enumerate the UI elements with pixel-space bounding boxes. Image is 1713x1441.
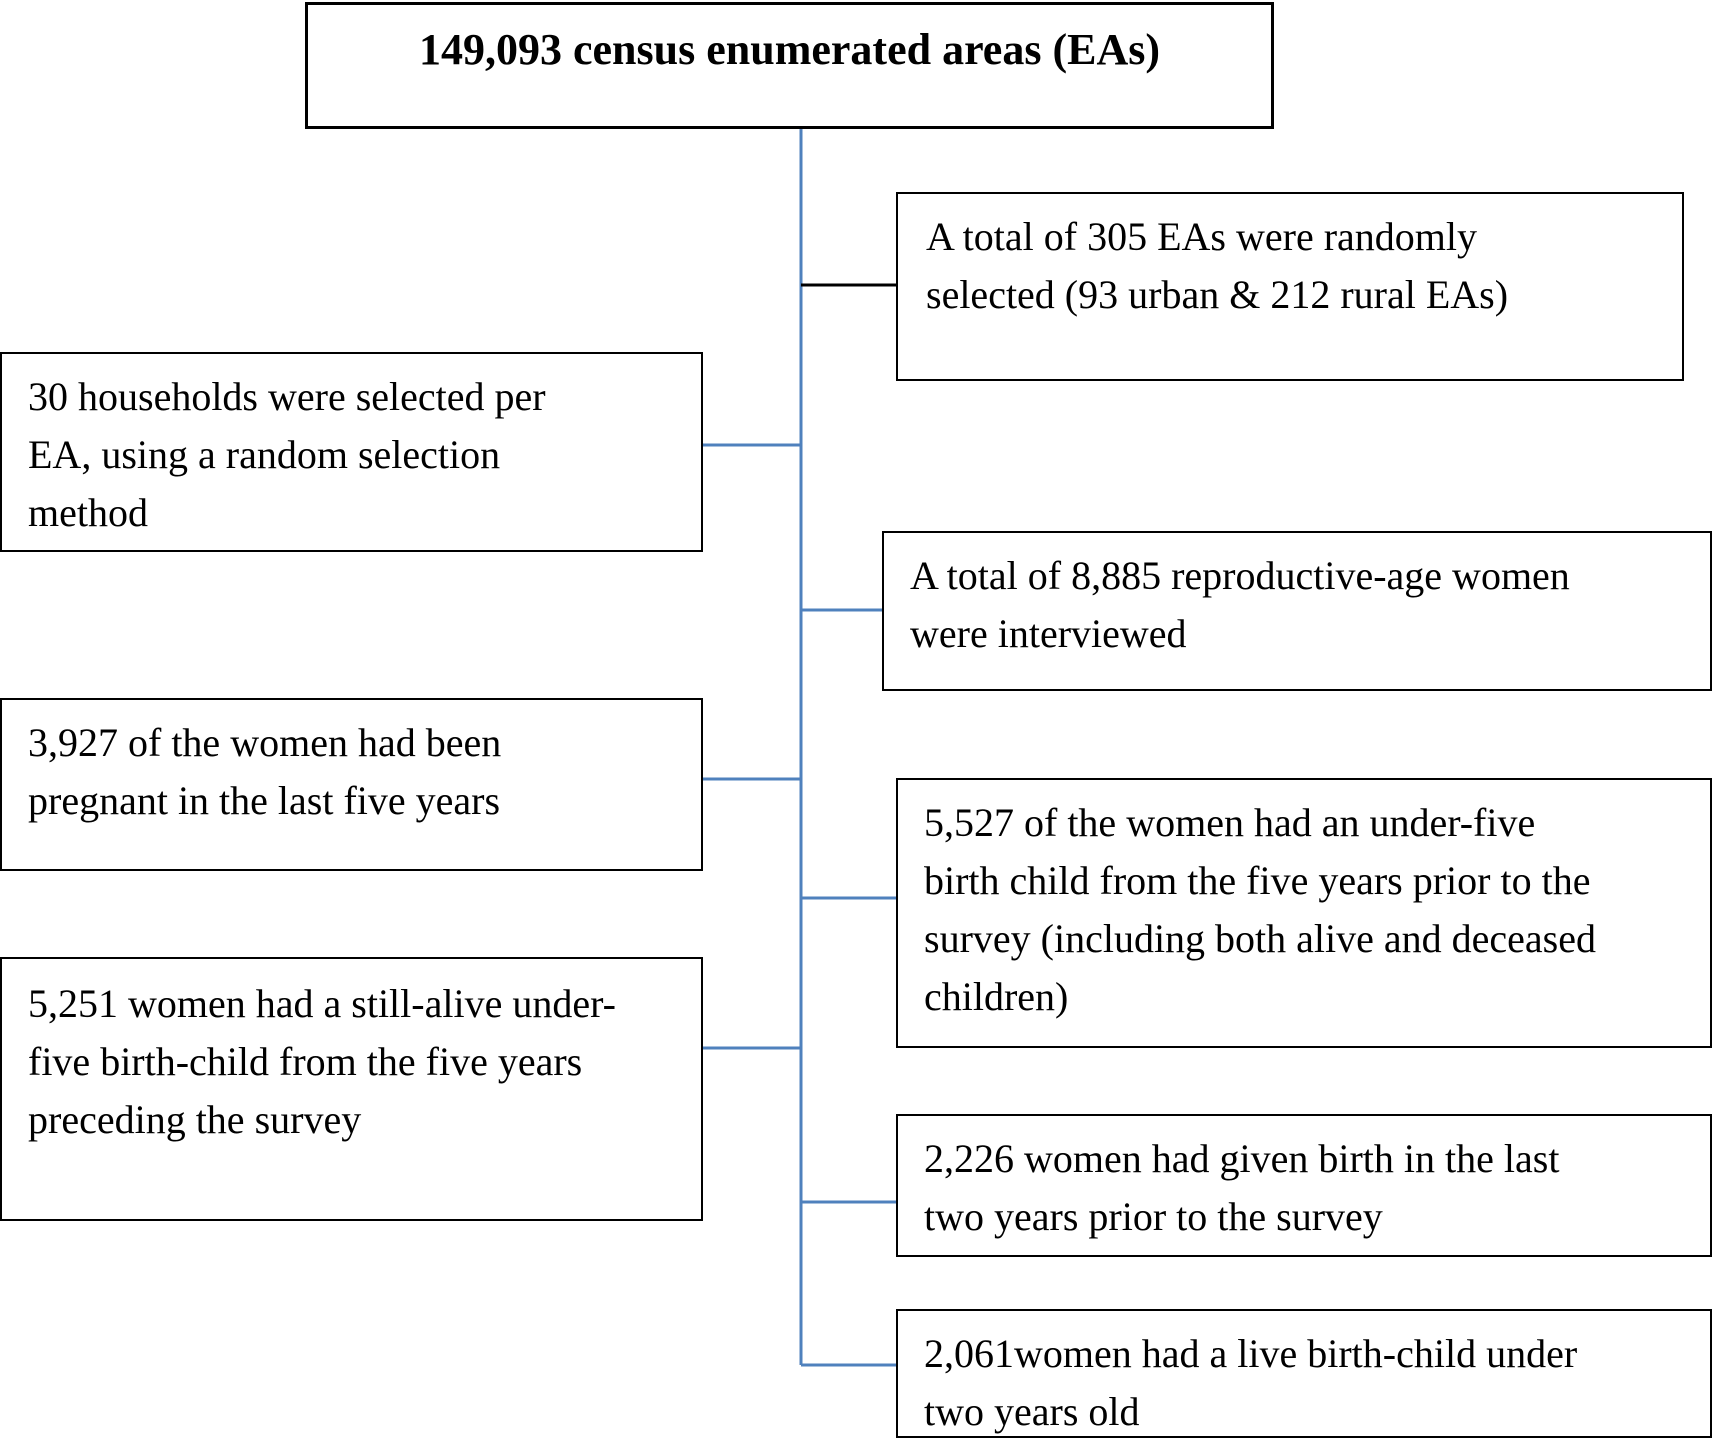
under-five-birth-box [896,778,1712,1048]
root-box [305,2,1274,129]
women-interviewed-label: A total of 8,885 reproductive-age women were interviewed [910,553,1570,656]
under-five-birth-label: 5,527 of the women had an under-five birth child from the five years prior to the survey (including both alive and deceased children) [924,800,1596,1019]
ea-selection-label: A total of 305 EAs were randomly selected (93 urban & 212 rural EAs) [926,214,1509,317]
still-alive-label: 5,251 women had a still-alive under- five birth-child from the five years preceding the survey [28,981,616,1142]
pregnant-label: 3,927 of the women had been pregnant in the last five years [28,720,502,823]
households-label: 30 households were selected per EA, using a random selection method [28,374,546,535]
birth-last-two-years-label: 2,226 women had given birth in the last two years prior to the survey [924,1136,1560,1239]
birth-last-two-years-box [896,1114,1712,1257]
root-label: 149,093 census enumerated areas (EAs) [418,25,1161,74]
still-alive-box [0,957,703,1221]
households-box [0,352,703,552]
live-under-two-label: 2,061women had a live birth-child under two years old [924,1331,1578,1434]
live-under-two-box [896,1309,1712,1438]
women-interviewed-box [882,531,1712,691]
ea-selection-box [896,192,1684,381]
pregnant-box [0,698,703,871]
